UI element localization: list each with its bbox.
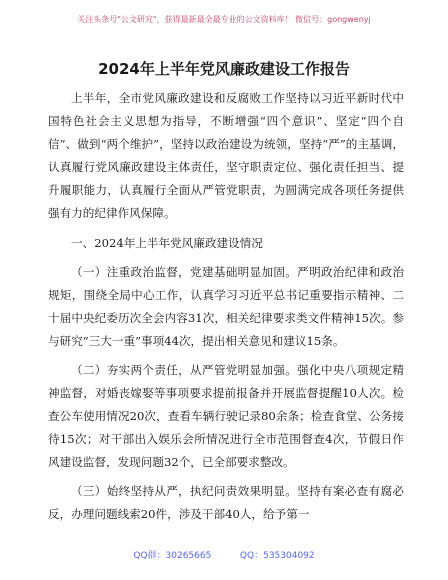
header-notice: 关注头条号"公文研究"，获得最新最全最专业的公文资料库！ 微信号：gongwenyj — [77, 15, 371, 24]
subsection-paragraph-1: （一）注重政治监督，党建基础明显加固。严明政治纪律和政治规矩，围绕全局中心工作，认真学习习近平总书记重要指示精神、二十届中央纪委历次全会内容31次，相关纪律要求类文件精神15次。参与研究“三大一重”事项44次，提出相关意见和建议15条。 — [48, 265, 404, 348]
subsection-paragraph-3: （三）始终坚持从严，执纪问责效果明显。坚持有案必查有腐必反，办理问题线索20件，涉及干部40人，给予第一 — [48, 484, 404, 521]
footer-contact: QQ群：30265665 QQ：535304092 — [133, 551, 315, 561]
section-heading: 一、2024年上半年党风廉政建设情况 — [71, 236, 263, 250]
intro-paragraph: 上半年，全市党风廉政建设和反腐败工作坚持以习近平新时代中国特色社会主义思想为指导，不断增强“四个意识”、坚定“四个自信”、做到“两个维护”，坚持以政治建设为统领，坚持“严”的主基调，认真履行党风廉政建设主体责任，坚守职责定位、强化责任担当、提升履职能力，认真履行全面从严管党职责，为圆满完成各项任务提供强有力的纪律作风保障。 — [48, 91, 404, 220]
subsection-paragraph-2: （二）夯实两个责任，从严管党明显加强。强化中央八项规定精神监督，对婚丧嫁娶等事项要求提前报备并开展监督提醒10人次。检查公车使用情况20次，查看车辆行驶记录80余条；检查食堂、公务接待15次；对干部出入娱乐会所情况进行全市范围督查4次，节假日作风建设监督，发现问题32个，已全部要求整改。 — [48, 363, 404, 469]
document-body — [48, 87, 404, 526]
document-title: 2024年上半年党风廉政建设工作报告 — [98, 60, 350, 78]
